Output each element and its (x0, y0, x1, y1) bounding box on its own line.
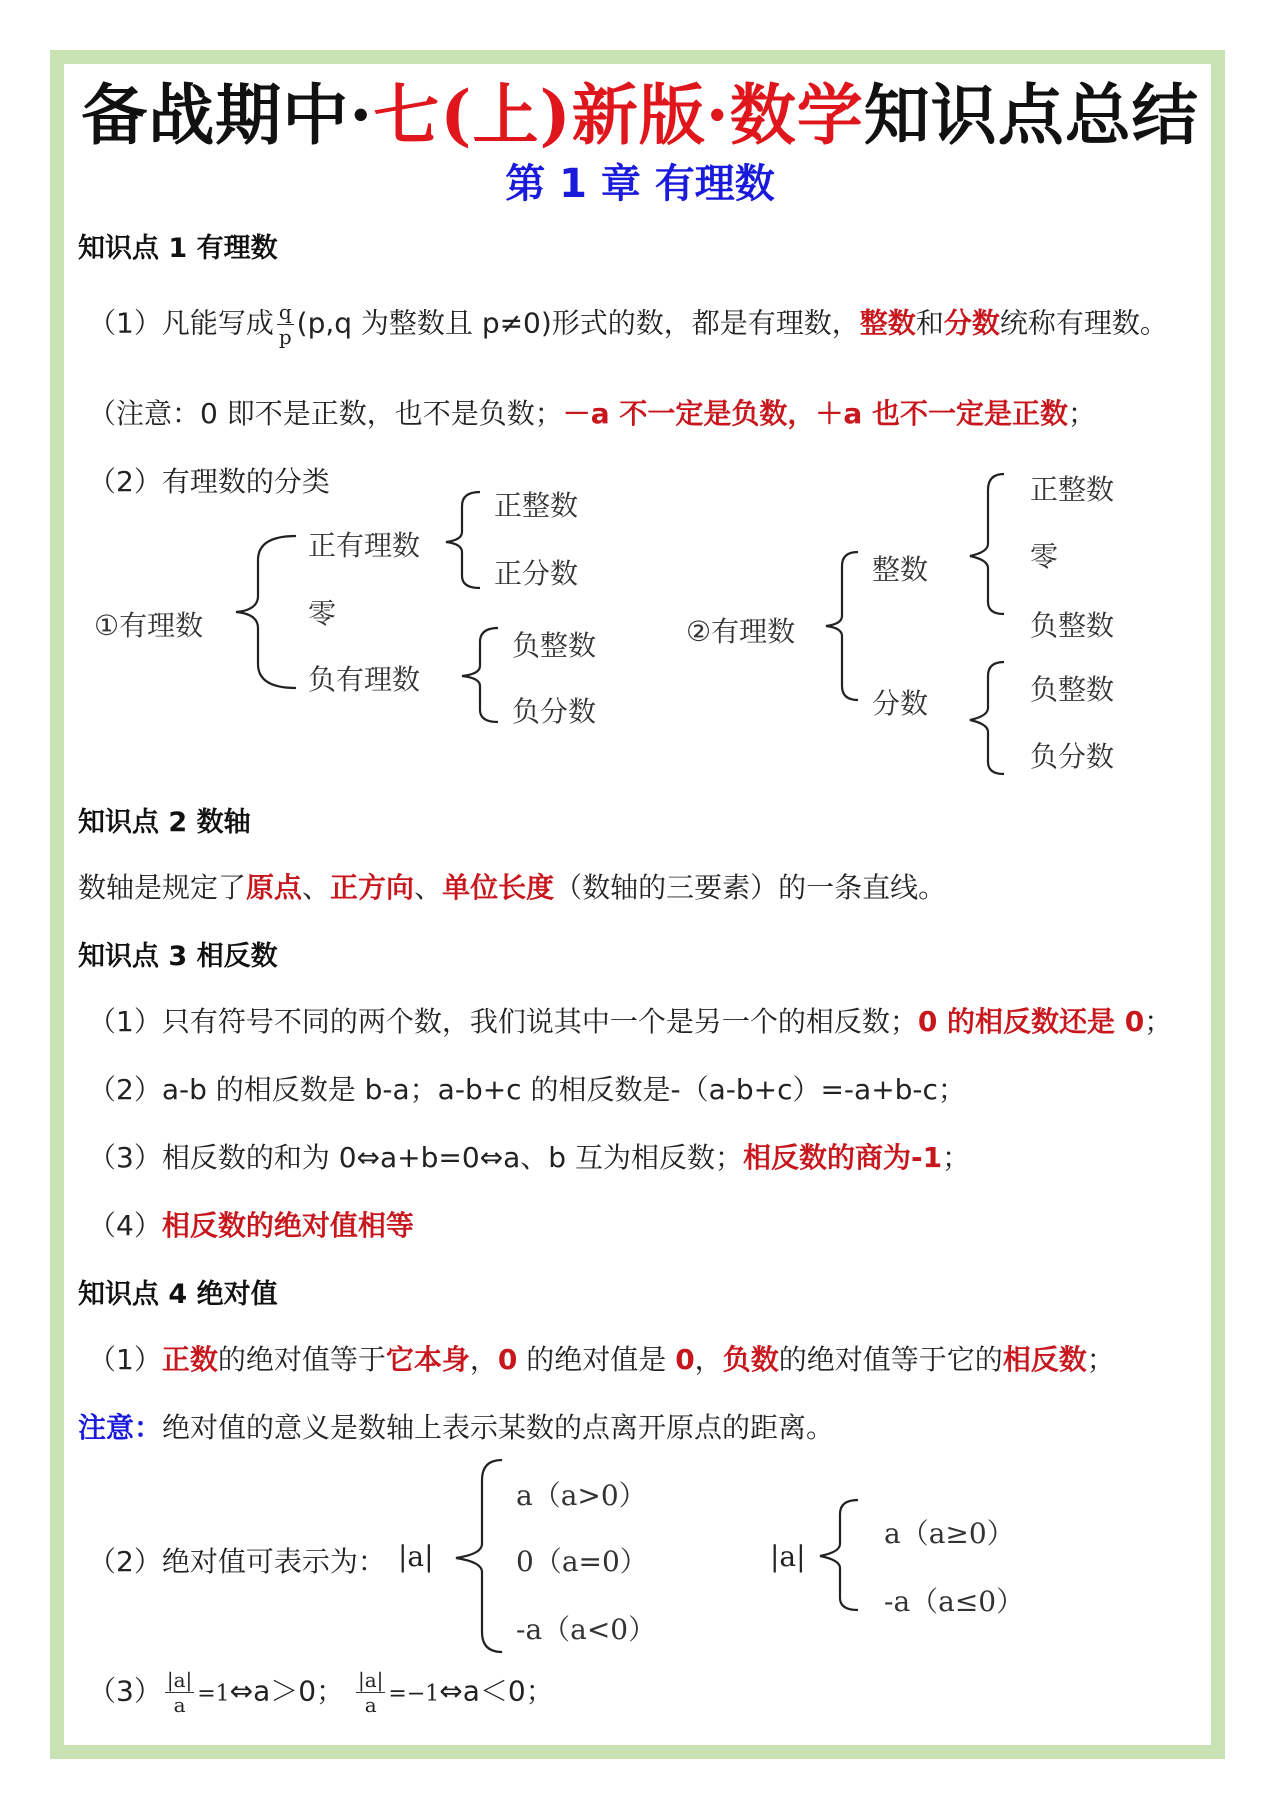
kp2-text1: 数轴是规定了 (78, 871, 247, 904)
kp2-text4: （数轴的三要素）的一条直线。 (554, 871, 947, 904)
kp3-l1-red: 0 的相反数还是 0 (917, 1005, 1145, 1038)
kp3-l3-text2: ； (942, 1141, 971, 1174)
abs-case1-2: 0（a=0） (516, 1545, 648, 1578)
abs-case2-1: a（a≥0） (884, 1517, 1015, 1550)
kp1-l2-red1: －a 不一定是负数， (562, 397, 816, 430)
kp4-heading: 知识点 4 绝对值 (78, 1279, 278, 1310)
tree2-zero: 零 (1030, 540, 1059, 573)
tree2-frac-neg-frac: 负分数 (1030, 740, 1115, 773)
kp3-heading: 知识点 3 相反数 (78, 941, 278, 972)
title-part3: 知识点总结 (863, 76, 1199, 154)
kp4-l1-t4: 的绝对值是 (517, 1343, 676, 1376)
tree1-neg: 负有理数 (308, 663, 421, 696)
brace-abs-case2 (820, 1500, 858, 1610)
kp1-l2-text: （注意：0 即不是正数，也不是负数； (88, 397, 563, 430)
kp4-note (78, 1406, 834, 1446)
kp1-l1-text: （1）凡能写成 (88, 306, 274, 340)
kp3-l4-text: （4） (88, 1209, 162, 1242)
tree1-pos-frac: 正分数 (494, 557, 579, 590)
kp1-l1-text4: 统称有理数。 (999, 306, 1168, 340)
tree2-frac: 分数 (872, 687, 929, 720)
eq1: =1 (197, 1681, 230, 1707)
abs-symbol-1: |a| (398, 1540, 434, 1573)
brace-t1-neg (462, 628, 498, 722)
kp4-l1-t6: 的绝对值等于它的 (778, 1343, 1003, 1376)
abs-over-a-fraction-1 (165, 1668, 194, 1717)
kp4-l1-r1: 正数 (161, 1343, 218, 1376)
kp1-l2-red2: ＋a 也不一定是正数 (815, 397, 1069, 430)
kp3-l1-text: （1）只有符号不同的两个数，我们说其中一个是另一个的相反数； (88, 1005, 918, 1038)
kp4-line3 (88, 1668, 554, 1717)
kp1-l1-text2: (p,q 为整数且 p≠0)形式的数，都是有理数， (296, 306, 860, 340)
kp2-red3: 单位长度 (442, 871, 555, 904)
tree2-root: ②有理数 (686, 615, 796, 648)
kp3-l1-text2: ； (1144, 1005, 1173, 1038)
kp2-red1: 原点 (246, 871, 303, 904)
kp4-l1-t5: ， (694, 1343, 723, 1376)
kp4-l1-r3: 0 (497, 1343, 518, 1376)
brace-t2-int (970, 474, 1004, 614)
brace-t2-main (826, 552, 858, 700)
kp1-l1-red2: 分数 (943, 306, 1000, 340)
kp3-line2: （2）a-b 的相反数是 b-a；a-b+c 的相反数是-（a-b+c）=-a+b-c； (88, 1073, 966, 1106)
abs-symbol-2: |a| (770, 1540, 806, 1573)
kp3-line1 (88, 1000, 1172, 1040)
tree1-neg-int: 负整数 (512, 629, 597, 662)
kp4-line1 (88, 1338, 1115, 1378)
tree2-pos-int: 正整数 (1030, 473, 1115, 506)
kp1-heading: 知识点 1 有理数 (78, 233, 278, 264)
tree1-zero: 零 (308, 597, 337, 630)
kp1-l2-text2: ； (1068, 397, 1097, 430)
title-part2: 七(上)新版·数学 (373, 76, 864, 154)
tree1-root: ①有理数 (94, 609, 204, 642)
kp4-l3-t1: （3） (88, 1674, 162, 1708)
abs-case2-2: -a（a≤0） (884, 1585, 1025, 1618)
frac2-den: a (364, 1693, 377, 1717)
kp4-l1-r5: 负数 (722, 1343, 779, 1376)
kp1-l1-text3: 和 (915, 306, 944, 340)
abs-case1-3: -a（a<0） (516, 1613, 657, 1646)
kp2-text3: 、 (414, 871, 443, 904)
kp3-line4 (88, 1204, 414, 1244)
note-label: 注意： (78, 1411, 163, 1444)
frac-num: q (278, 300, 292, 324)
brace-t1-main (236, 536, 296, 688)
kp3-l3-text: （3）相反数的和为 0⇔a+b=0⇔a、b 互为相反数； (88, 1141, 743, 1174)
kp2-line1 (78, 866, 946, 906)
kp2-text2: 、 (302, 871, 331, 904)
kp4-l1-r4: 0 (675, 1343, 695, 1376)
frac2-num: |a| (358, 1668, 384, 1692)
kp4-l3-t3: ⇔a＜0； (439, 1674, 554, 1708)
brace-abs-case1 (456, 1460, 502, 1652)
tree2-frac-neg-int: 负整数 (1030, 673, 1115, 706)
brace-t2-frac (970, 662, 1004, 774)
frac1-num: |a| (166, 1668, 193, 1692)
frac1-den: a (173, 1693, 186, 1717)
kp3-line3 (88, 1136, 970, 1176)
chapter-title: 第 1 章 有理数 (505, 161, 775, 207)
kp4-line2: （2）绝对值可表示为： (88, 1545, 386, 1578)
title-part1: 备战期中· (81, 76, 374, 154)
kp4-l1-t1: （1） (88, 1343, 162, 1376)
kp1-l1-red1: 整数 (859, 306, 916, 340)
kp1-line3: （2）有理数的分类 (88, 465, 330, 498)
kp4-l3-t2: ⇔a＞0； (229, 1674, 345, 1708)
kp2-red2: 正方向 (330, 871, 415, 904)
kp4-l1-t3: ， (469, 1343, 498, 1376)
tree1-pos-int: 正整数 (494, 489, 579, 522)
tree1-neg-frac: 负分数 (512, 695, 597, 728)
note-text: 绝对值的意义是数轴上表示某数的点离开原点的距离。 (162, 1411, 835, 1444)
eq2: =−1 (388, 1681, 440, 1707)
kp3-l3-red: 相反数的商为-1 (742, 1141, 943, 1174)
kp2-heading: 知识点 2 数轴 (78, 807, 251, 838)
abs-over-a-fraction-2 (356, 1668, 385, 1717)
kp4-l1-r6: 相反数 (1002, 1343, 1087, 1376)
kp3-l4-red: 相反数的绝对值相等 (161, 1209, 414, 1242)
tree1-pos: 正有理数 (308, 529, 421, 562)
kp4-l1-t7: ； (1086, 1343, 1115, 1376)
brace-t1-pos (446, 492, 480, 588)
kp4-l1-r2: 它本身 (385, 1343, 470, 1376)
abs-case1-1: a（a>0） (516, 1479, 647, 1512)
kp4-l1-t2: 的绝对值等于 (217, 1343, 386, 1376)
frac-den: p (278, 325, 292, 349)
tree2-neg-int: 负整数 (1030, 609, 1115, 642)
tree2-int: 整数 (872, 553, 929, 586)
